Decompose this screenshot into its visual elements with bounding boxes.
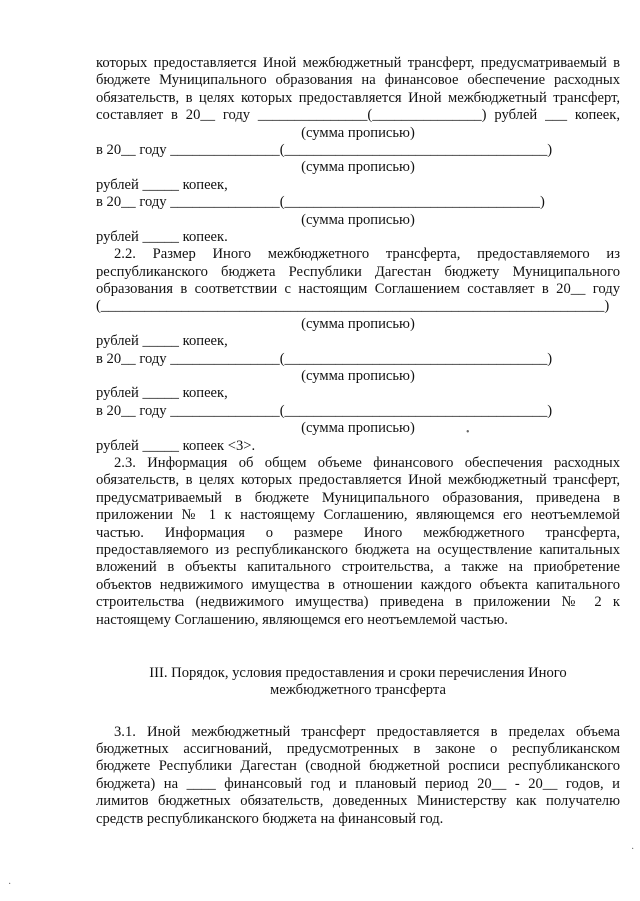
heading-line: межбюджетного трансферта <box>270 682 446 699</box>
spacer <box>96 700 620 724</box>
text-line: вложений в объекты капитального строительства, а также на приобретение <box>96 559 620 576</box>
text-line: бюджете Республики Дагестан (сводной бюджетной росписи республиканского <box>96 758 620 775</box>
text-line: бюджета) на ____ финансовый год и плановый период 20__ - 20__ годов, и <box>96 775 620 792</box>
text-line: 2.3. Информация об общем объеме финансового обеспечения расходных <box>114 454 620 471</box>
scan-speck: · <box>8 879 12 890</box>
text-line: которых предоставляется Иной межбюджетный трансферт, предусматриваемый в <box>96 55 620 71</box>
text-line: республиканского бюджета Республики Дагестан бюджету Муниципального <box>96 263 620 280</box>
paragraph-2-3 <box>96 455 620 629</box>
text-line: составляет в 20__ году _______________(_______________) рублей ___ копеек, <box>96 107 620 124</box>
text-line: обязательств, в целях которых предоставляется Иной межбюджетный трансферт, <box>96 89 620 106</box>
text-line: 3.1. Иной межбюджетный трансферт предоставляется в пределах объема <box>114 723 620 740</box>
text-line: бюджете Муниципального образования на финансовое обеспечение расходных <box>96 72 620 89</box>
year-amount-line: в 20__ году _______________(____________________________________) <box>96 402 553 419</box>
scan-speck: • <box>466 427 470 438</box>
rubles-kopecks-line: рублей _____ копеек, <box>96 385 228 402</box>
rubles-kopecks-line: рублей _____ копеек, <box>96 176 228 193</box>
text-line: образования в соответствии с настоящим Соглашением составляет в 20__ году <box>96 281 620 298</box>
scan-speck: · <box>631 844 635 855</box>
text-line: настоящему Соглашению, являющемся его неотъемлемой частью. <box>96 611 508 628</box>
caption-sum-in-words: (сумма прописью) <box>301 420 415 437</box>
text-line: частью. Информация о размере Иного межбюджетного трансферта, <box>96 524 620 541</box>
text-line: бюджетных ассигнований, предусмотренных в законе о республиканском <box>96 741 620 758</box>
rubles-kopecks-footnote-line: рублей _____ копеек <3>. <box>96 437 256 454</box>
caption-sum-in-words: (сумма прописью) <box>301 315 415 332</box>
text-line: приложении № 1 к настоящему Соглашению, являющемся его неотъемлемой <box>96 507 620 524</box>
section-3-heading <box>96 665 620 700</box>
rubles-kopecks-line: рублей _____ копеек. <box>96 228 228 245</box>
text-line: средств республиканского бюджета на финансовый год. <box>96 810 444 827</box>
caption-sum-in-words: (сумма прописью) <box>301 211 415 228</box>
paragraph-2-1-tail <box>96 55 620 125</box>
document-body <box>96 55 620 828</box>
paragraph-3-1 <box>96 724 620 828</box>
heading-line: III. Порядок, условия предоставления и сроки перечисления Иного <box>149 664 567 681</box>
text-line: объектов недвижимого имущества в отношении каждого объекта капитального <box>96 576 620 593</box>
text-line: обязательств, в целях которых предоставляется Иной межбюджетный трансферт, <box>96 472 620 489</box>
text-line: предоставляемого из республиканского бюджета на осуществление капитальных <box>96 541 620 558</box>
year-amount-line: в 20__ году _______________(___________________________________) <box>96 194 545 211</box>
caption-sum-in-words: (сумма прописью) <box>301 159 415 176</box>
year-amount-line: в 20__ году _______________(____________________________________) <box>96 141 553 158</box>
text-line: предусматриваемый в бюджете Муниципального образования, приведена в <box>96 489 620 506</box>
year-amount-line: в 20__ году _______________(____________________________________) <box>96 350 553 367</box>
text-line: 2.2. Размер Иного межбюджетного трансферта, предоставляемого из <box>114 246 620 263</box>
amount-blank-line: (_____________________________________________________________________) <box>96 298 610 315</box>
rubles-kopecks-line: рублей _____ копеек, <box>96 333 228 350</box>
paragraph-2-2 <box>96 246 620 316</box>
text-line: строительства (недвижимого имущества) приведена в приложении № 2 к <box>96 594 620 611</box>
caption-sum-in-words: (сумма прописью) <box>301 368 415 385</box>
text-line: лимитов бюджетных обязательств, доведенных Министерству как получателю <box>96 793 620 810</box>
caption-sum-in-words: (сумма прописью) <box>301 124 415 141</box>
